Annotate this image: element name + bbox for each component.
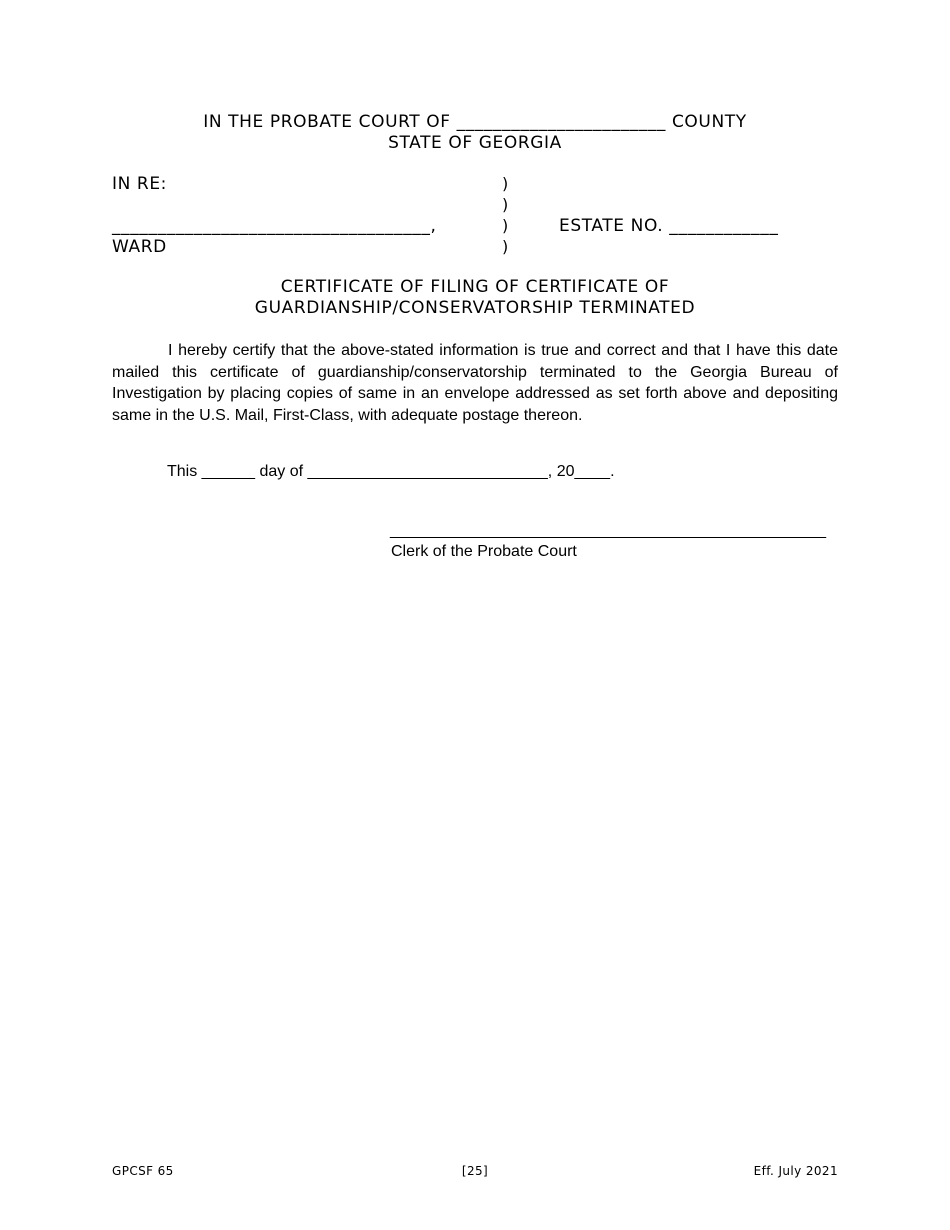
title-line-2: GUARDIANSHIP/CONSERVATORSHIP TERMINATED	[254, 298, 696, 318]
court-line: IN THE PROBATE COURT OF _______________________ COUNTY	[203, 112, 747, 132]
certification-paragraph: I hereby certify that the above-stated information is true and correct and that I have this date mailed this certificate of guardianship/conservatorship terminated to the Georgia Bureau of Investigation by placing copies of same in an envelope addressed as set forth above and depositing same in the U.S. Mail, First-Class, with adequate postage thereon.	[112, 342, 838, 424]
caption-paren: )	[502, 237, 509, 256]
form-id: GPCSF 65	[112, 1164, 174, 1178]
date-line: This ______ day of ___________________________, 20____.	[167, 463, 615, 480]
estate-number: ESTATE NO. ____________	[559, 216, 779, 236]
page-number: [25]	[461, 1164, 489, 1178]
caption-paren: )	[502, 174, 509, 193]
caption-paren: )	[502, 195, 509, 214]
ward-label: WARD	[112, 237, 167, 257]
signature-label: Clerk of the Probate Court	[391, 543, 577, 560]
caption-paren: )	[502, 216, 509, 235]
ward-name-blank: ___________________________________,	[112, 216, 437, 236]
signature-line: _________________________________________________	[390, 522, 827, 539]
in-re-label: IN RE:	[112, 174, 168, 194]
title-line-1: CERTIFICATE OF FILING OF CERTIFICATE OF	[280, 277, 670, 297]
effective-date: Eff. July 2021	[753, 1164, 838, 1178]
state-line: STATE OF GEORGIA	[388, 133, 562, 153]
